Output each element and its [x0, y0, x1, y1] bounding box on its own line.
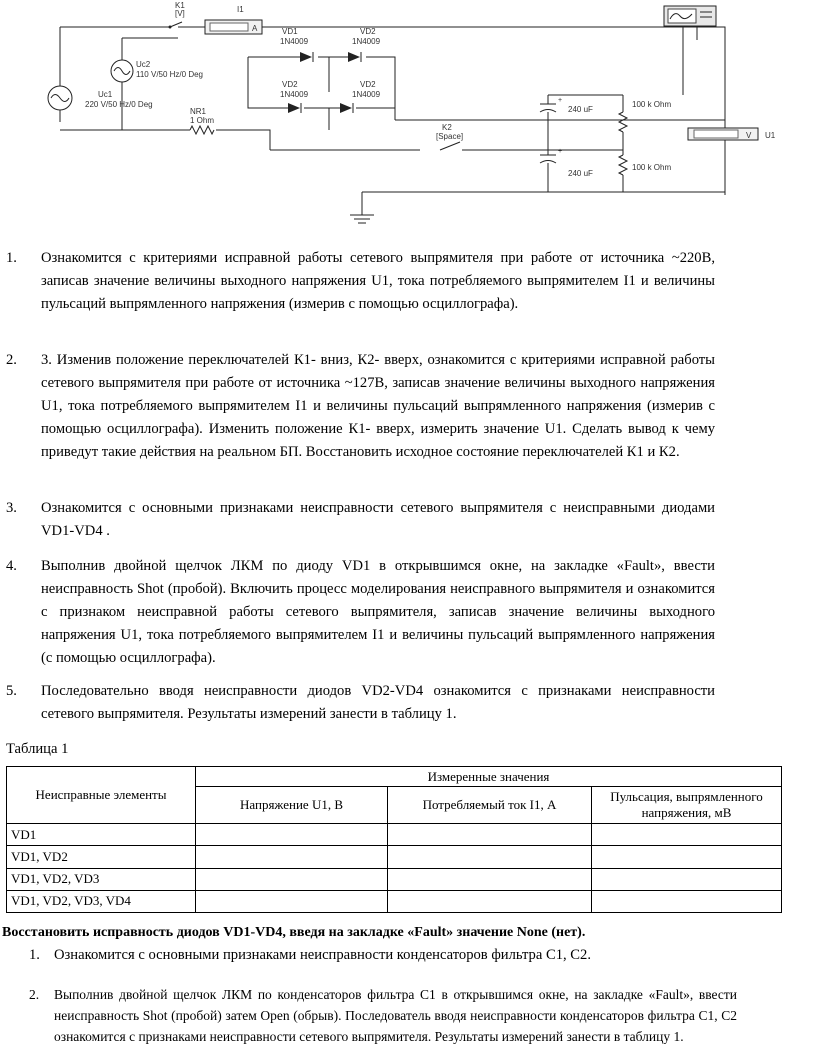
cell-ripple[interactable]	[592, 890, 782, 912]
nr1-value: 1 Ohm	[190, 116, 215, 125]
c1-value: 240 uF	[568, 105, 593, 114]
step-text: Выполнив двойной щелчок ЛКМ по конденсаторов фильтра С1 в открывшимся окне, на закладке «Fault», ввести неисправность Shot (пробой) затем Open (обрыв). Последователь вводя неисправности конденсаторов фильтра С1, С2 ознакомится с признаками неисправности сетевого выпрямителя. Результаты измерений занести в таблицу 1.	[54, 987, 737, 1044]
i1-label: I1	[237, 5, 244, 14]
step-number: 3.	[6, 500, 17, 516]
results-table	[6, 766, 782, 913]
resistor-nr1	[190, 107, 214, 134]
resistor-r2	[619, 155, 671, 175]
uc2-label: Uc2	[136, 60, 151, 69]
col-faulty-elements: Неисправные элементы	[7, 767, 196, 824]
ammeter-unit: A	[252, 24, 258, 33]
r1-value: 100 k Ohm	[632, 100, 672, 109]
oscilloscope-icon	[664, 6, 716, 26]
cell-voltage[interactable]	[196, 846, 388, 868]
ac-source-uc1	[48, 86, 153, 110]
row-label: VD1, VD2, VD3	[7, 868, 196, 890]
table-row	[7, 890, 782, 912]
r2-value: 100 k Ohm	[632, 163, 672, 172]
vd2b-model: 1N4009	[280, 90, 309, 99]
c2-value: 240 uF	[568, 169, 593, 178]
k1-label: K1	[175, 1, 185, 10]
voltmeter-unit: V	[746, 131, 752, 140]
step-number: 1.	[29, 947, 40, 963]
cell-ripple[interactable]	[592, 868, 782, 890]
vd1-label: VD1	[282, 27, 298, 36]
row-label: VD1	[7, 824, 196, 846]
uc1-label: Uc1	[98, 90, 113, 99]
step-text: Ознакомится с критериями исправной работы сетевого выпрямителя при работе от источника ~220В, записав значение величины выходного напряжения U1, тока потребляемого выпрямителем I1 и величины пульсаций выпрямленного напряжения (измерив с помощью осциллографа).	[41, 250, 715, 312]
cell-ripple[interactable]	[592, 846, 782, 868]
uc1-value: 220 V/50 Hz/0 Deg	[85, 100, 153, 109]
row-label: VD1, VD2	[7, 846, 196, 868]
vd2a-model: 1N4009	[352, 37, 381, 46]
step-number: 2.	[6, 352, 17, 368]
col-ripple: Пульсация, выпрямленного напряжения, мВ	[592, 787, 782, 824]
vd2a-label: VD2	[360, 27, 376, 36]
cell-voltage[interactable]	[196, 868, 388, 890]
table-row	[7, 868, 782, 890]
step-text: Ознакомится с основными признаками неисправности конденсаторов фильтра С1, С2.	[54, 947, 591, 963]
k1-key: [V]	[175, 9, 185, 18]
vd2c-label: VD2	[360, 80, 376, 89]
row-label: VD1, VD2, VD3, VD4	[7, 890, 196, 912]
table-caption: Таблица 1	[6, 741, 69, 757]
step-text: Выполнив двойной щелчок ЛКМ по диоду VD1 в открывшимся окне, на закладке «Fault», ввести неисправность Shot (пробой). Включить процесс моделирования неисправного выпрямителя и ознакомится с признаком неисправной работы сетевого выпрямителя, записав значение величины выходного напряжения U1, тока потребляемого выпрямителем I1 и величины пульсаций выпрямленного напряжения (с помощью осциллографа).	[41, 558, 715, 666]
vd2b-label: VD2	[282, 80, 298, 89]
step-number: 2.	[29, 987, 40, 1002]
col-current: Потребляемый ток I1, А	[388, 787, 592, 824]
voltmeter-u1	[688, 128, 776, 140]
step-text: Ознакомится с основными признаками неисправности сетевого выпрямителя с неисправными диодами VD1-VD4 .	[41, 500, 715, 539]
col-group-measured: Измеренные значения	[196, 767, 782, 787]
step-text: 3. Изменив положение переключателей К1- вниз, К2- вверх, ознакомится с критериями исправной работы сетевого выпрямителя при работе от источника ~127В, записав значение величины выходного напряжения U1, тока потребляемого выпрямителем I1 и величины пульсаций выпрямленного напряжения (измерив с помощью осциллографа). Изменить положение К1- вверх, измерить значение U1. Сделать вывод к чему приведут такие действия на реальном БП. Восстановить исходное состояние переключателей К1 и К2.	[41, 352, 715, 460]
cell-voltage[interactable]	[196, 824, 388, 846]
schematic-wires	[60, 26, 725, 223]
cell-current[interactable]	[388, 868, 592, 890]
uc2-value: 110 V/50 Hz/0 Deg	[136, 70, 204, 79]
u1-label: U1	[765, 131, 776, 140]
ac-source-uc2	[111, 60, 203, 82]
step-number: 5.	[6, 683, 17, 699]
resistor-r1	[619, 100, 671, 132]
svg-text:+: +	[558, 148, 563, 155]
cell-current[interactable]	[388, 890, 592, 912]
vd2c-model: 1N4009	[352, 90, 381, 99]
cell-ripple[interactable]	[592, 824, 782, 846]
switch-k1	[169, 1, 186, 29]
step-text: Последовательно вводя неисправности диодов VD2-VD4 ознакомится с признаками неисправности сетевого выпрямителя. Результаты измерений занести в таблицу 1.	[41, 683, 715, 722]
k2-key: [Space]	[436, 132, 464, 141]
step-number: 1.	[6, 250, 17, 266]
step-number: 4.	[6, 558, 17, 574]
rectifier-schematic	[0, 0, 816, 232]
table-row	[7, 846, 782, 868]
cell-current[interactable]	[388, 824, 592, 846]
cell-current[interactable]	[388, 846, 592, 868]
nr1-label: NR1	[190, 107, 207, 116]
col-voltage: Напряжение U1, В	[196, 787, 388, 824]
restore-note: Восстановить исправность диодов VD1-VD4, введя на закладке «Fault» значение None (нет).	[2, 925, 586, 940]
cell-voltage[interactable]	[196, 890, 388, 912]
vd1-model: 1N4009	[280, 37, 309, 46]
ammeter-i1	[205, 5, 262, 34]
svg-text:+: +	[558, 97, 563, 104]
table-row	[7, 824, 782, 846]
switch-k2	[436, 123, 463, 141]
k2-label: K2	[442, 123, 452, 132]
